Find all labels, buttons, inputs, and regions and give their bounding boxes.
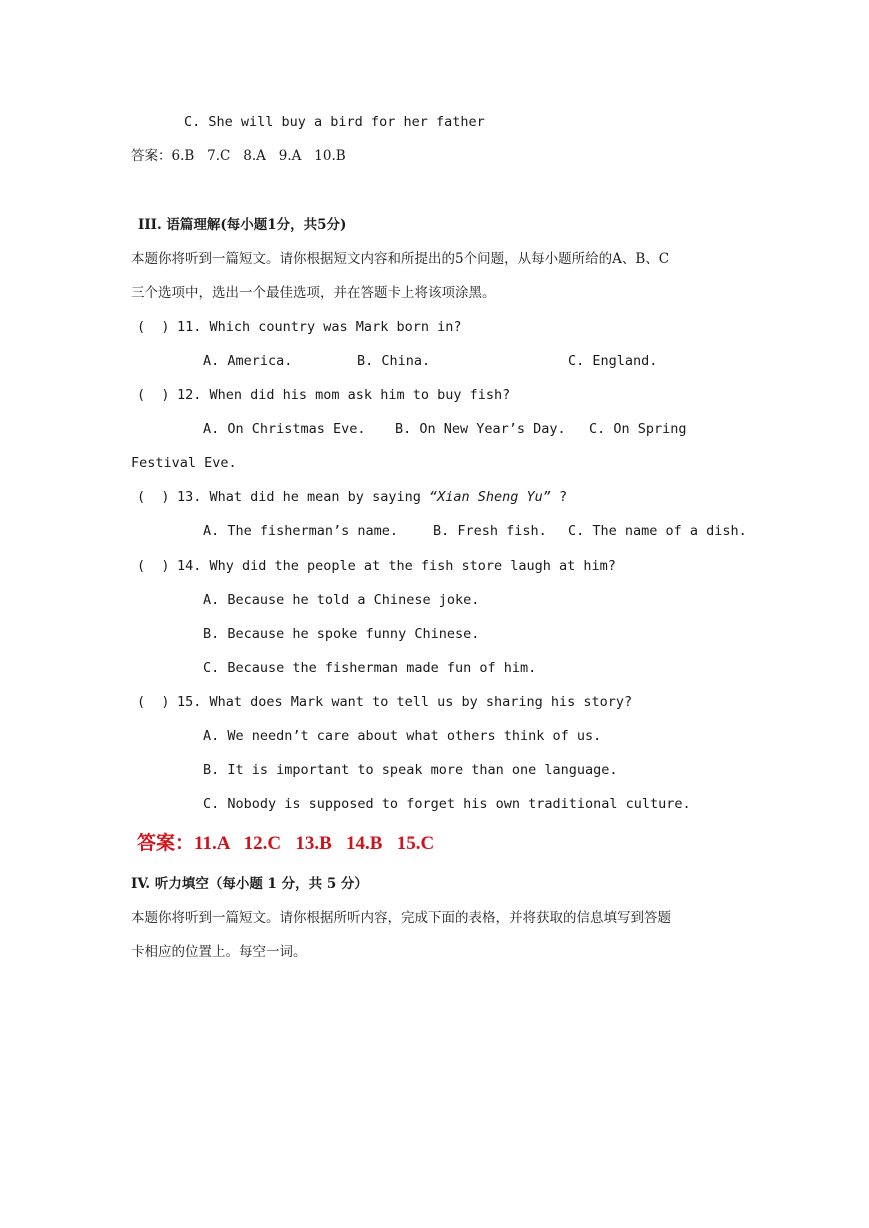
answer-bracket[interactable]: ( ) (137, 694, 170, 710)
answers-part2: 答案：6.B 7.C 8.A 9.A 10.B (131, 148, 346, 164)
section3-instructions-1: 本题你将听到一篇短文。请你根据短文内容和所提出的5个问题，从每小题所给的A、B、C (131, 251, 670, 267)
option-b: B. Because he spoke funny Chinese. (203, 626, 480, 642)
section3-title: III. 语篇理解(每小题1分，共5分) (138, 217, 347, 233)
question-stem: 15. What does Mark want to tell us by sharing his story? (177, 694, 633, 710)
section4-instructions-2: 卡相应的位置上。每空一词。 (131, 944, 307, 960)
answer-bracket[interactable]: ( ) (137, 558, 170, 574)
question-stem: 11. Which country was Mark born in? (177, 319, 462, 335)
question-stem: 14. Why did the people at the fish store laugh at him? (177, 558, 616, 574)
option-c: C. Nobody is supposed to forget his own traditional culture. (203, 796, 691, 812)
option-a: A. America. (203, 353, 293, 369)
option-c: C. The name of a dish. (568, 523, 747, 539)
option-a: A. On Christmas Eve. (203, 421, 366, 437)
q10-option-c: C. She will buy a bird for her father (184, 114, 485, 130)
answer-bracket[interactable]: ( ) (137, 387, 170, 403)
section4-title: IV. 听力填空（每小题 1 分，共 5 分） (131, 876, 368, 892)
option-b: B. On New Year’s Day. (395, 421, 566, 437)
quoted-term: “Xian Sheng Yu” (428, 489, 551, 505)
option-c: C. On Spring (589, 421, 687, 437)
option-b: B. Fresh fish. (433, 523, 547, 539)
option-a: A. We needn’t care about what others think of us. (203, 728, 602, 744)
stem-end: ? (550, 489, 568, 505)
option-b: B. It is important to speak more than one language. (203, 762, 618, 778)
option-c: C. Because the fisherman made fun of him. (203, 660, 537, 676)
section4-instructions-1: 本题你将听到一篇短文。请你根据所听内容，完成下面的表格，并将获取的信息填写到答题 (131, 910, 671, 926)
option-c: C. England. (568, 353, 658, 369)
option-a: A. Because he told a Chinese joke. (203, 592, 480, 608)
question-stem (177, 488, 567, 506)
question-stem: 12. When did his mom ask him to buy fish? (177, 387, 511, 403)
option-b: B. China. (357, 353, 431, 369)
section3-instructions-2: 三个选项中，选出一个最佳选项，并在答题卡上将该项涂黑。 (131, 285, 496, 301)
stem-text: 13. What did he mean by saying (177, 489, 429, 505)
answer-bracket[interactable]: ( ) (137, 319, 170, 335)
answer-bracket[interactable]: ( ) (137, 489, 170, 505)
option-a: A. The fisherman’s name. (203, 523, 399, 539)
option-continuation: Festival Eve. (131, 455, 237, 471)
answers-part3: 答案：11.A 12.C 13.B 14.B 15.C (137, 833, 435, 854)
